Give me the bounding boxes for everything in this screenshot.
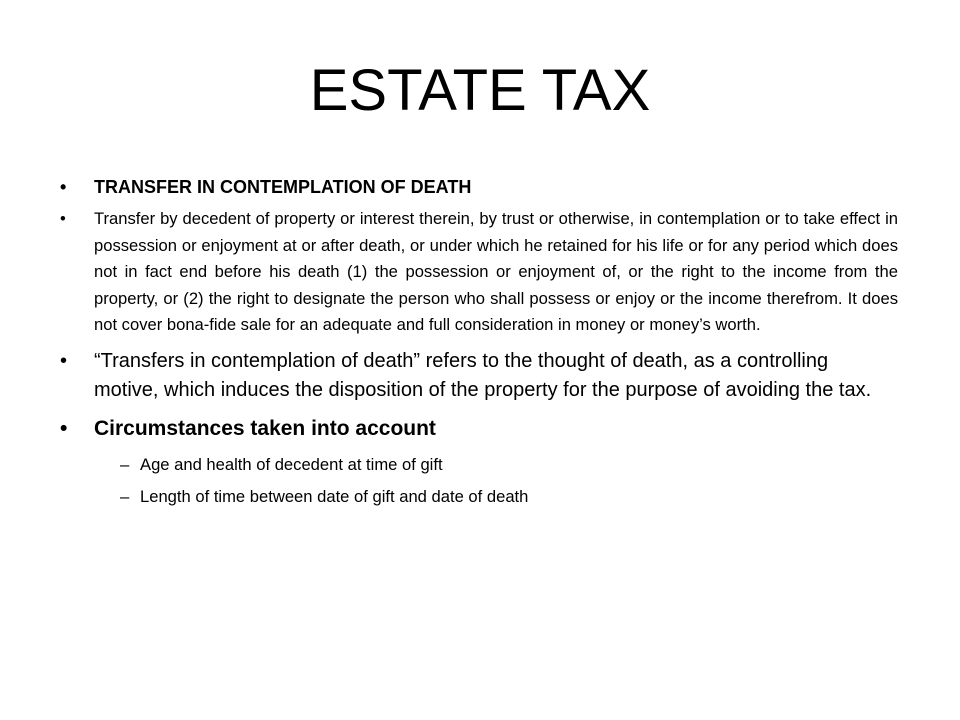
sub-bullet-text: Age and health of decedent at time of gift (140, 454, 443, 474)
bullet-text: Transfer by decedent of property or interest therein, by trust or otherwise, in contemplation or to take effect in possession or enjoyment at or after death, or under which he retained for his life or for any period which does not in fact end before his death (1) the possession or enjoyment of, or the right to the income from the property, or (2) the right to designate the person who shall possess or enjoy or the income therefrom. It does not cover bona-fide sale for an adequate and full consideration in money or money’s worth. (94, 209, 898, 334)
bullet-item-heading (58, 172, 898, 202)
dash-icon: – (120, 486, 130, 506)
sub-bullet-text: Length of time between date of gift and date of death (140, 486, 529, 506)
bullet-item-circumstances (58, 413, 898, 445)
bullet-dot-icon: • (60, 209, 66, 228)
sub-bullet-list (58, 449, 898, 513)
bullet-dot-icon: • (60, 416, 68, 440)
bullet-text: Circumstances taken into account (94, 416, 436, 440)
dash-icon: – (120, 454, 130, 474)
bullet-text: TRANSFER IN CONTEMPLATION OF DEATH (94, 177, 472, 197)
sub-bullet-item (58, 449, 898, 481)
bullet-item-definition (58, 206, 898, 339)
slide-body (58, 172, 898, 513)
bullet-dot-icon: • (60, 177, 67, 197)
sub-bullet-item (58, 481, 898, 513)
bullet-text: “Transfers in contemplation of death” refers to the thought of death, as a controlling motive, which induces the disposition of the property for the purpose of avoiding the tax. (94, 349, 872, 401)
bullet-dot-icon: • (60, 349, 68, 372)
bullet-item-explanation (58, 347, 898, 405)
slide-title: ESTATE TAX (309, 58, 651, 123)
